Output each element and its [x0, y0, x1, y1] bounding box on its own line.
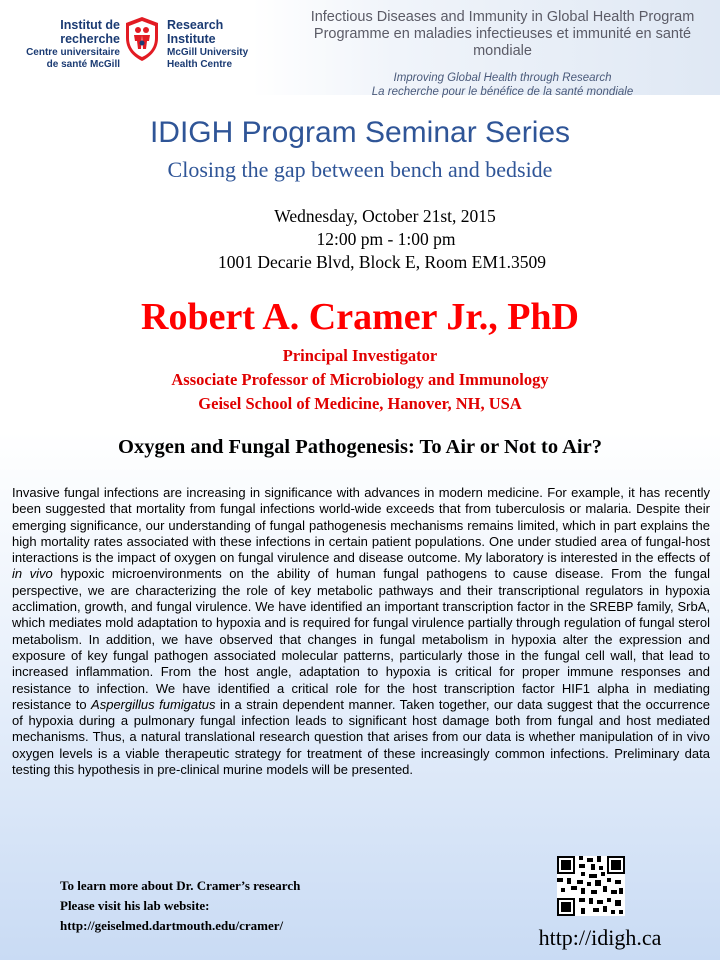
event-location: 1001 Decarie Blvd, Block E, Room EM1.3509 — [217, 252, 547, 272]
logo-text-english — [167, 18, 267, 70]
footer-line1: To learn more about Dr. Cramer’s research — [60, 878, 301, 893]
speaker-position: Associate Professor of Microbiology and Immunology — [171, 370, 549, 389]
logo-right-line4: Health Centre — [167, 59, 233, 70]
research-institute-shield-icon — [124, 16, 160, 62]
talk-title: Oxygen and Fungal Pathogenesis: To Air or Not to Air? — [118, 436, 602, 458]
event-time: 12:00 pm - 1:00 pm — [316, 229, 456, 249]
logo-left-line4: de santé McGill — [46, 59, 120, 70]
program-tagline-en: Improving Global Health through Research — [393, 72, 612, 84]
abstract-text — [12, 485, 710, 778]
program-tagline-fr: La recherche pour le bénéfice de la santé mondiale — [371, 86, 634, 98]
abstract-part3: in a strain dependent manner. Taken together, our data suggest that the occurrence of hypoxia during a pulmonary fungal infection leads to significant host damage both from fungal and host mediated mechanisms. Thus, a natural translational research question that arises from our data is whether manipulation of in vivo oxygen levels is a viable therapeutic strategy for treatment of these increasingly common infections. Preliminary data testing this hypothesis in pre-clinical murine models will be presented. — [12, 696, 710, 778]
series-title: IDIGH Program Seminar Series — [149, 116, 571, 149]
lab-website-link[interactable]: http://geiselmed.dartmouth.edu/cramer/ — [60, 918, 284, 933]
event-details — [0, 205, 720, 274]
qr-code-icon[interactable] — [557, 856, 625, 916]
logo-text-french — [14, 18, 120, 70]
header-banner — [0, 0, 720, 98]
logo-right-line1: Research — [167, 18, 224, 32]
speaker-name: Robert A. Cramer Jr., PhD — [141, 296, 579, 338]
series-subtitle: Closing the gap between bench and bedside — [167, 157, 553, 182]
lab-website-info — [60, 876, 390, 936]
logo-left-line2: recherche — [60, 32, 120, 46]
abstract-part2: hypoxic microenvironments on the ability of human fungal pathogens to cause disease. From the fungal perspective, we are characterizing the role of key metabolic pathways and their transcriptional regulators in hypoxia acclimation, growth, and fungal virulence. We have identified an important transcription factor in the SREBP family, SrbA, which mediates mold adaptation to hypoxia and is required for fungal virulence partially through regulation of fungal sterol metabolism. In addition, we have observed that changes in fungal metabolism in hypoxia alter the expression and exposure of key fungal pathogen associated molecular patterns, particularly those in the fungal cell wall, that lead to increased inflammation. From the host angle, adaptation to hypoxia is critical for proper immune responses and resistance to infection. We have identified a critical role for the host transcription factor HIF1 alpha in mediating resistance to — [12, 566, 710, 712]
program-title-en: Infectious Diseases and Immunity in Global Health Program — [310, 9, 695, 25]
idigh-website-link[interactable]: http://idigh.ca — [538, 925, 662, 950]
logo-left-line3: Centre universitaire — [26, 47, 120, 58]
logo-right-line3: McGill University — [167, 47, 249, 58]
logo-left-line1: Institut de — [60, 18, 120, 32]
speaker-affiliation — [0, 344, 720, 416]
event-date: Wednesday, October 21st, 2015 — [274, 206, 496, 226]
abstract-part1: Invasive fungal infections are increasing in significance with advances in modern medicine. For example, it has recently been suggested that mortality from fungal infections world-wide exceeds that from tuberculosis or malaria. Despite their emerging significance, our understanding of fungal pathogenesis mechanisms remains limited, which in part explains the high mortality rates associated with these infections in certain patient populations. One under studied area of fungal-host interactions is the impact of oxygen on fungal virulence and disease outcome. My laboratory is interested in the effects of — [12, 485, 710, 566]
speaker-role: Principal Investigator — [282, 346, 438, 365]
abstract-italic-in-vivo: in vivo — [12, 566, 53, 582]
program-title-fr: Programme en maladies infectieuses et immunité en santé mondiale — [313, 26, 692, 59]
speaker-institution: Geisel School of Medicine, Hanover, NH, USA — [198, 394, 522, 413]
abstract-italic-aspergillus: Aspergillus fumigatus — [91, 696, 216, 712]
program-title — [290, 9, 715, 99]
footer-line2: Please visit his lab website: — [60, 898, 210, 913]
logo-right-line2: Institute — [167, 32, 216, 46]
